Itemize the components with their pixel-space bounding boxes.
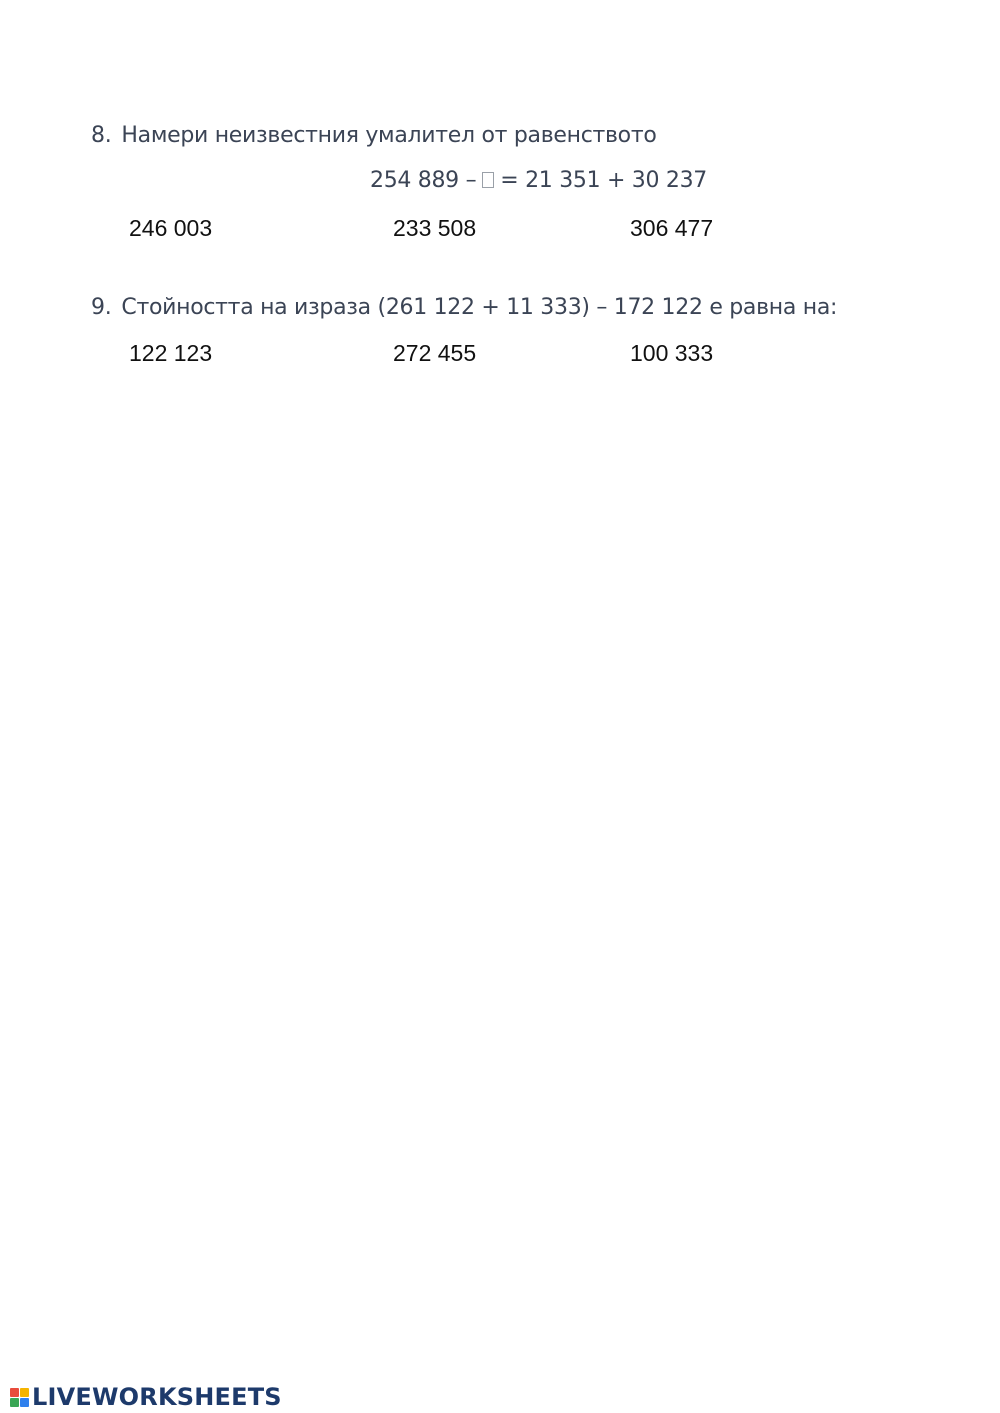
liveworksheets-blocks-icon <box>10 1388 29 1407</box>
logo-block-green <box>10 1398 19 1407</box>
question-8-equation <box>370 168 707 193</box>
question-8-number: 8. <box>91 123 112 148</box>
question-9-number: 9. <box>91 295 112 320</box>
unknown-box-icon <box>482 172 494 188</box>
question-9-answer-1[interactable]: 122 123 <box>129 340 213 366</box>
liveworksheets-logo <box>10 1383 282 1411</box>
question-9-answer-2[interactable]: 272 455 <box>393 340 477 366</box>
question-9-text: Стойността на израза (261 122 + 11 333) – 172 122 е равна на: <box>121 295 838 320</box>
equation-right: = 21 351 + 30 237 <box>500 168 707 193</box>
question-8-text: Намери неизвестния умалител от равенството <box>121 123 657 148</box>
logo-text: LIVEWORKSHEETS <box>32 1383 282 1411</box>
question-9-answer-3[interactable]: 100 333 <box>630 340 714 366</box>
logo-block-blue <box>20 1398 29 1407</box>
question-8-answer-2[interactable]: 233 508 <box>393 215 477 241</box>
question-8 <box>91 123 657 148</box>
question-8-answer-1[interactable]: 246 003 <box>129 215 213 241</box>
equation-left: 254 889 – <box>370 168 477 193</box>
logo-block-yellow <box>20 1388 29 1397</box>
question-8-answer-3[interactable]: 306 477 <box>630 215 714 241</box>
question-9 <box>91 295 837 320</box>
logo-block-red <box>10 1388 19 1397</box>
